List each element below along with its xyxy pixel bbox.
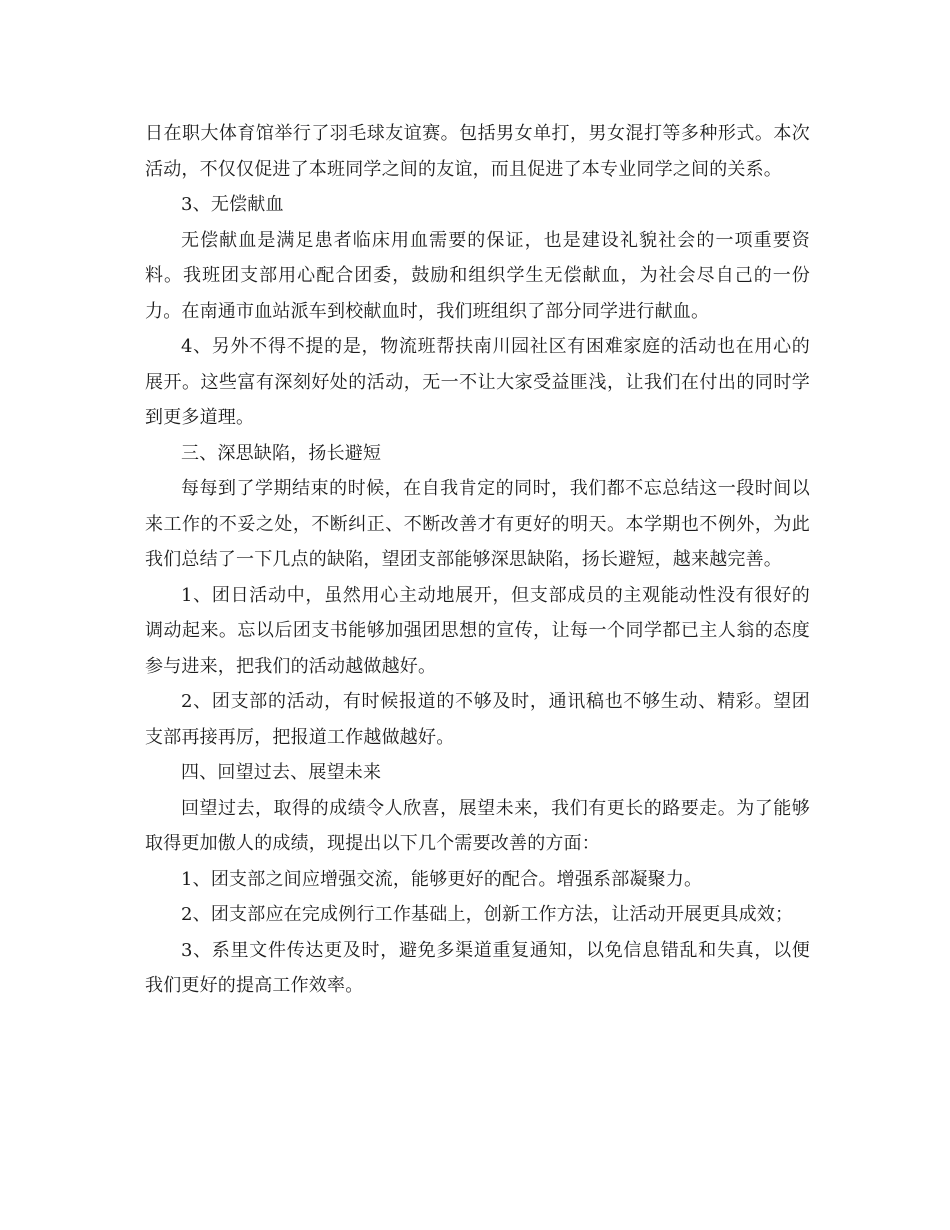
paragraph-improvement-2: 2、团支部应在完成例行工作基础上，创新工作方法，让活动开展更具成效； (181, 904, 794, 925)
paragraph-community-help: 4、另外不得不提的是，物流班帮扶南川园社区有困难家庭的活动也在用心的展开。这些富有深刻好处的活动，无一不让大家受益匪浅，让我们在付出的同时学到更多道理。 (145, 336, 810, 428)
paragraph-outlook: 回望过去，取得的成绩令人欣喜，展望未来，我们有更长的路要走。为了能够取得更加傲人的成绩，现提出以下几个需要改善的方面： (145, 797, 810, 854)
subheading-blood-donation: 3、无偿献血 (181, 194, 284, 215)
paragraph-improvement-3: 3、系里文件传达更及时，避免多渠道重复通知，以免信息错乱和失真，以便我们更好的提高工作效率。 (145, 939, 810, 996)
paragraph-improvement-1: 1、团支部之间应增强交流，能够更好的配合。增强系部凝聚力。 (181, 868, 703, 890)
paragraph-continued: 日在职大体育馆举行了羽毛球友谊赛。包括男女单打，男女混打等多种形式。本次活动，不仅仅促进了本班同学之间的友谊，而且促进了本专业同学之间的关系。 (145, 123, 810, 180)
document-body (145, 116, 810, 1004)
heading-section-three: 三、深思缺陷，扬长避短 (181, 442, 382, 464)
paragraph-shortcoming-1: 1、团日活动中，虽然用心主动地展开，但支部成员的主观能动性没有很好的调动起来。忘以后团支书能够加强团思想的宣传，让每一个同学都已主人翁的态度参与进来，把我们的活动越做越好。 (145, 584, 810, 677)
paragraph-blood-donation: 无偿献血是满足患者临床用血需要的保证，也是建设礼貌社会的一项重要资料。我班团支部用心配合团委，鼓励和组织学生无偿献血，为社会尽自己的一份力。在南通市血站派车到校献血时，我们班组织了部分同学进行献血。 (145, 229, 810, 322)
paragraph-shortcoming-2: 2、团支部的活动，有时候报道的不够及时，通讯稿也不够生动、精彩。望团支部再接再厉，把报道工作越做越好。 (145, 691, 810, 748)
paragraph-reflection: 每每到了学期结束的时候，在自我肯定的同时，我们都不忘总结这一段时间以来工作的不妥之处，不断纠正、不断改善才有更好的明天。本学期也不例外，为此我们总结了一下几点的缺陷，望团支部能够深思缺陷，扬长避短，越来越完善。 (145, 478, 810, 570)
heading-section-four: 四、回望过去、展望未来 (181, 762, 382, 783)
